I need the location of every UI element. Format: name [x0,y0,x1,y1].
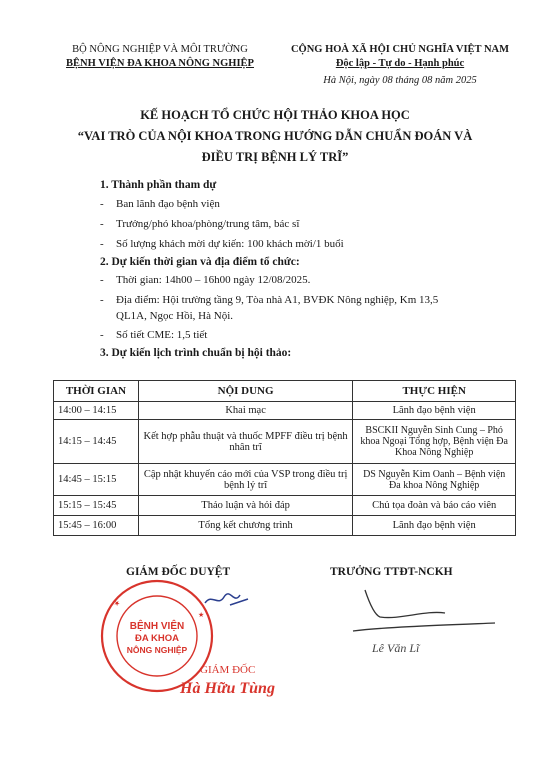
doc-title-line2: “VAI TRÒ CỦA NỘI KHOA TRONG HƯỚNG DẪN CHUẨN ĐOÁN VÀ [77,129,473,143]
row-presenter: BSCKII Nguyễn Sinh Cung – Phó khoa Ngoại Tổng hợp, Bệnh viện Đa Khoa Nông Nghiệp [353,420,516,464]
doc-title-line1: KẾ HOẠCH TỔ CHỨC HỘI THẢO KHOA HỌC [140,108,410,122]
header-time: THỜI GIAN [54,381,139,402]
training-head-signature-icon [345,585,500,640]
header-presenter: THỰC HIỆN [353,381,516,402]
section-1-item: - Trưởng/phó khoa/phòng/trung tâm, bác sĩ [100,218,300,230]
section-1-item: - Số lượng khách mời dự kiến: 100 khách mời/1 buổi [100,238,344,250]
nation-motto: Độc lập - Tự do - Hạnh phúc [335,58,465,69]
row-content: Tổng kết chương trình [138,516,352,536]
section-2-item: - Số tiết CME: 1,5 tiết [100,329,208,341]
table-row [54,496,516,516]
row-time: 14:00 – 14:15 [54,402,139,420]
row-content: Thảo luận và hỏi đáp [138,496,352,516]
row-time: 15:15 – 15:45 [54,496,139,516]
row-presenter: Lãnh đạo bệnh viện [353,402,516,420]
section-2-heading: 2. Dự kiến thời gian và địa điểm tổ chức: [100,256,300,268]
svg-text:★: ★ [198,612,205,619]
seal-line-1: BỆNH VIỆN [129,621,185,632]
section-3-heading: 3. Dự kiến lịch trình chuẩn bị hội thảo: [100,347,292,359]
place-date: Hà Nội, ngày 08 tháng 08 năm 2025 [323,75,477,86]
table-row [54,464,516,496]
director-signature-icon [200,585,260,615]
row-presenter: Chủ tọa đoàn và báo cáo viên [353,496,516,516]
director-role: GIÁM ĐỐC [200,664,256,676]
table-row [54,402,516,420]
table-row [54,420,516,464]
director-approval-title: GIÁM ĐỐC DUYỆT [126,566,231,578]
row-time: 14:45 – 15:15 [54,464,139,496]
table-row [54,516,516,536]
ministry-name: BỘ NÔNG NGHIỆP VÀ MÔI TRƯỜNG [72,44,248,55]
section-2-item: - Thời gian: 14h00 – 16h00 ngày 12/08/2025. [100,274,311,286]
director-name: Hà Hữu Tùng [180,680,275,697]
training-head-name: Lê Văn Lĩ [372,641,420,655]
row-presenter: DS Nguyễn Kim Oanh – Bệnh viện Đa khoa Nông Nghiệp [353,464,516,496]
schedule-table [53,380,516,536]
section-1-item: - Ban lãnh đạo bệnh viện [100,198,220,210]
hospital-seal-stamp [98,577,216,695]
seal-line-3: NÔNG NGHIỆP [126,645,188,655]
section-1-heading: 1. Thành phần tham dự [100,179,217,191]
row-content: Cập nhật khuyến cáo mới của VSP trong điều trị bệnh lý trĩ [138,464,352,496]
training-head-title: TRƯỞNG TTĐT-NCKH [330,566,453,578]
row-content: Khai mạc [138,402,352,420]
svg-text:★: ★ [112,599,123,609]
nation-name: CỘNG HOÀ XÃ HỘI CHỦ NGHĨA VIỆT NAM [290,44,510,55]
row-time: 15:45 – 16:00 [54,516,139,536]
header-content: NỘI DUNG [138,381,352,402]
hospital-name: BỆNH VIỆN ĐA KHOA NÔNG NGHIỆP [66,58,254,69]
doc-title-line3: ĐIỀU TRỊ BỆNH LÝ TRĨ” [201,150,349,164]
row-content: Kết hợp phẫu thuật và thuốc MPFF điều trị bệnh nhân trĩ [138,420,352,464]
row-time: 14:15 – 14:45 [54,420,139,464]
section-2-item-continued: QL1A, Ngọc Hồi, Hà Nội. [116,310,234,322]
seal-line-2: ĐA KHOA [135,633,179,644]
table-header-row [54,381,516,402]
section-2-item: - Địa điểm: Hội trường tầng 9, Tòa nhà A1, BVĐK Nông nghiệp, Km 13,5 [100,294,439,306]
row-presenter: Lãnh đạo bệnh viện [353,516,516,536]
